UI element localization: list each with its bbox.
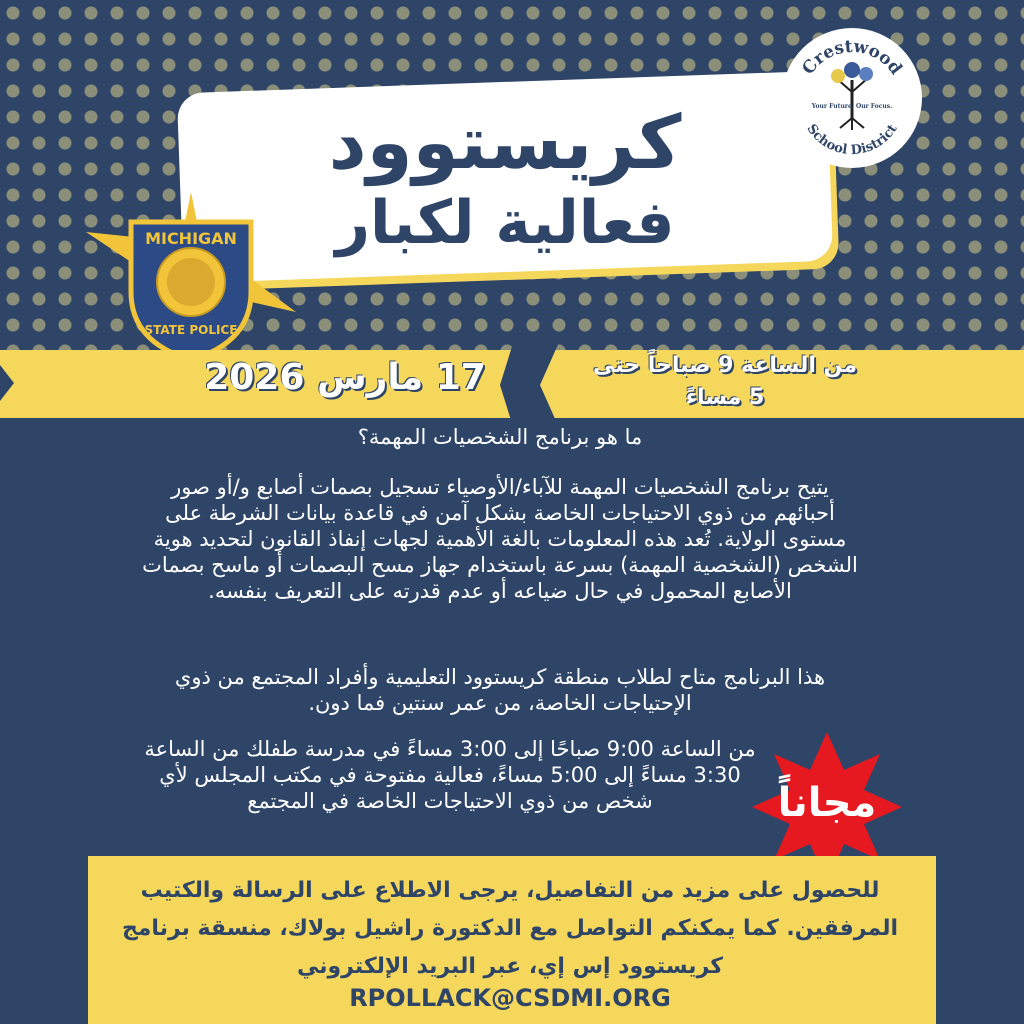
logo-tagline: Your Future. Our Focus. — [811, 103, 893, 110]
event-date: 17 مارس 2026 — [204, 357, 486, 398]
tree-icon — [831, 62, 873, 130]
crestwood-logo — [782, 28, 922, 168]
program-description: يتيح برنامج الشخصيات المهمة للآباء/الأوصياء تسجيل بصمات أصابع و/أو صور أحبائهم من ذوي الاحتياجات الخاصة بشكل آمن في قاعدة بيانات الشرطة على مستوى الولاية. تُعد هذه المعلومات بالغة الأهمية لجهات إنفاذ القانون لتحديد هوية الشخص (الشخصية المهمة) بسرعة باستخدام جهاز مسح البصمات أو ماسح بصمات الأصابع المحمول في حال ضياعه أو عدم قدرته على التعريف بنفسه. — [142, 475, 858, 603]
contact-email[interactable]: RPOLLACK@CSDMI.ORG — [349, 984, 671, 1012]
logo-name-top: Crestwood — [798, 36, 906, 79]
free-label: مجاناً — [777, 780, 877, 826]
logo-name-bottom: School District — [803, 121, 901, 159]
event-time-line2: 5 مساءً — [685, 385, 765, 410]
footer-contact-text: للحصول على مزيد من التفاصيل، يرجى الاطلاع على الرسالة والكتيب المرفقين. كما يمكنكم التواصل مع الدكتورة راشيل بولاك، منسقة برنامج كريستوود إس إي، عبر البريد الإلكتروني — [121, 878, 899, 979]
event-time-line1: من الساعة 9 صباحاً حتى — [593, 353, 857, 378]
program-eligibility: هذا البرنامج متاح لطلاب منطقة كريستوود التعليمية وأفراد المجتمع من ذوي الإحتياجات الخاصة، من عمر سنتين فما دون. — [174, 665, 826, 715]
badge-top-text: MICHIGAN — [145, 229, 237, 248]
michigan-state-police-badge — [86, 192, 296, 362]
program-question: ما هو برنامج الشخصيات المهمة؟ — [357, 425, 643, 449]
badge-bottom-text: STATE POLICE — [144, 323, 238, 337]
left-arrow-tab — [0, 365, 14, 401]
title-line1: كريستوود — [328, 100, 682, 186]
title-line2: فعالية لكبار — [335, 188, 675, 258]
program-schedule: من الساعة 9:00 صباحًا إلى 3:00 مساءً في مدرسة طفلك من الساعة 3:30 مساءً إلى 5:00 مساءً، فعالية مفتوحة في مكتب المجلس لأي شخص من ذوي الاحتياجات الخاصة في المجتمع — [144, 737, 756, 813]
event-time — [560, 350, 890, 414]
